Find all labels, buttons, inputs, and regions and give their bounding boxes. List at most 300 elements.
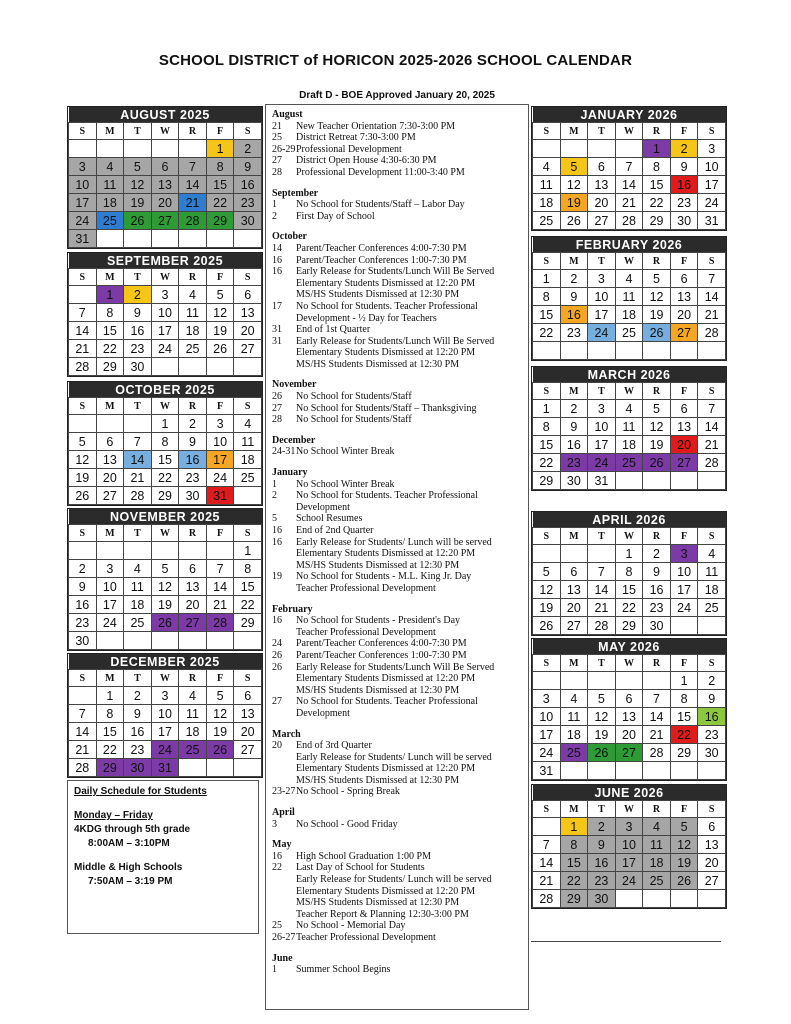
event-date: 1 [272, 478, 277, 490]
day-cell: 29 [151, 487, 179, 505]
empty-cell [151, 358, 179, 376]
weekday-header: S [69, 670, 97, 687]
weekday-header: W [151, 398, 179, 415]
event-date: 16 [272, 850, 282, 862]
event-text: Parent/Teacher Conferences 4:00-7:30 PM [296, 242, 467, 254]
event-month-heading: September [272, 187, 319, 199]
day-cell: 30 [69, 632, 97, 650]
empty-cell [643, 672, 671, 690]
event-text: No School for Students - President's Day Teacher Professional Development [296, 615, 461, 638]
day-cell: 28 [206, 614, 234, 632]
day-cell: 26 [560, 212, 588, 230]
day-cell: 18 [643, 854, 671, 872]
daily-schedule-box [67, 780, 259, 934]
day-cell: 24 [615, 872, 643, 890]
day-cell: 28 [615, 212, 643, 230]
day-cell: 24 [588, 454, 616, 472]
empty-cell [670, 472, 698, 490]
day-cell: 20 [234, 322, 262, 340]
day-cell: 14 [643, 708, 671, 726]
day-cell: 10 [588, 418, 616, 436]
day-cell: 14 [124, 451, 152, 469]
day-cell: 25 [96, 212, 124, 230]
day-cell: 21 [124, 469, 152, 487]
day-cell: 27 [560, 617, 588, 635]
event-month-heading: November [272, 379, 317, 391]
weekday-header: S [234, 525, 262, 542]
month-title: JUNE 2026 [533, 785, 726, 801]
day-cell: 5 [69, 433, 97, 451]
month-title: SEPTEMBER 2025 [69, 253, 262, 269]
day-cell: 15 [560, 854, 588, 872]
day-cell: 25 [179, 741, 207, 759]
event-month-heading: June [272, 952, 293, 964]
day-cell: 12 [69, 451, 97, 469]
day-cell: 5 [643, 270, 671, 288]
day-cell: 19 [588, 726, 616, 744]
day-cell: 12 [124, 176, 152, 194]
event-date: 16 [272, 254, 282, 266]
day-cell: 5 [588, 690, 616, 708]
day-cell: 30 [588, 890, 616, 908]
day-cell: 8 [643, 158, 671, 176]
day-cell: 2 [179, 415, 207, 433]
event-item [272, 301, 522, 324]
day-cell: 10 [615, 836, 643, 854]
day-cell: 10 [698, 158, 726, 176]
weekday-header: F [670, 123, 698, 140]
weekday-header: S [69, 123, 97, 140]
event-date: 2 [272, 210, 277, 222]
day-cell: 24 [206, 469, 234, 487]
day-cell: 1 [151, 415, 179, 433]
approval-subtitle: Draft D - BOE Approved January 20, 2025 [299, 90, 495, 101]
empty-cell [151, 632, 179, 650]
empty-cell [96, 632, 124, 650]
event-text: Teacher Professional Development [296, 932, 436, 943]
event-text: Summer School Begins [296, 964, 391, 976]
day-cell: 2 [643, 545, 671, 563]
weekday-header: F [206, 398, 234, 415]
event-item [272, 571, 522, 594]
month-title: FEBRUARY 2026 [533, 237, 726, 253]
event-date: 21 [272, 120, 282, 132]
day-cell: 20 [615, 726, 643, 744]
day-cell: 9 [698, 690, 726, 708]
weekday-header: W [151, 123, 179, 140]
weekday-header: W [615, 655, 643, 672]
month-title: OCTOBER 2025 [69, 382, 262, 398]
calendar-december-2025 [67, 653, 263, 778]
day-cell: 29 [560, 890, 588, 908]
event-text: End of 1st Quarter [296, 324, 371, 336]
day-cell: 6 [698, 818, 726, 836]
empty-cell [179, 542, 207, 560]
day-cell: 6 [234, 687, 262, 705]
day-cell: 2 [124, 687, 152, 705]
day-cell: 24 [69, 212, 97, 230]
month-title: MARCH 2026 [533, 367, 726, 383]
day-cell: 12 [643, 288, 671, 306]
day-cell: 8 [96, 705, 124, 723]
day-cell: 25 [643, 872, 671, 890]
day-cell: 23 [560, 454, 588, 472]
event-text: No School Winter Break [296, 478, 395, 490]
schedule-elem-label: 4KDG through 5th grade [74, 824, 191, 835]
day-cell: 3 [670, 545, 698, 563]
event-item [272, 851, 522, 863]
day-cell: 19 [69, 469, 97, 487]
empty-cell [69, 286, 97, 304]
day-cell: 19 [206, 322, 234, 340]
day-cell: 8 [206, 158, 234, 176]
day-cell: 24 [533, 744, 561, 762]
day-cell: 12 [151, 578, 179, 596]
day-cell: 19 [560, 194, 588, 212]
weekday-header: F [670, 528, 698, 545]
event-date: 28 [272, 166, 282, 178]
day-cell: 21 [698, 436, 726, 454]
weekday-header: S [69, 398, 97, 415]
empty-cell [179, 230, 207, 248]
weekday-header: T [588, 655, 616, 672]
empty-cell [151, 542, 179, 560]
day-cell: 24 [151, 741, 179, 759]
day-cell: 6 [588, 158, 616, 176]
day-cell: 25 [533, 212, 561, 230]
day-cell: 5 [206, 687, 234, 705]
day-cell: 18 [96, 194, 124, 212]
empty-cell [179, 632, 207, 650]
day-cell: 26 [588, 744, 616, 762]
day-cell: 16 [643, 581, 671, 599]
empty-cell [615, 472, 643, 490]
event-text: No School for Students. Teacher Professional Development - ½ Day for Teachers [296, 300, 478, 324]
day-cell: 31 [69, 230, 97, 248]
day-cell: 31 [588, 472, 616, 490]
weekday-header: R [179, 525, 207, 542]
day-cell: 24 [670, 599, 698, 617]
day-cell: 23 [588, 872, 616, 890]
empty-cell [124, 632, 152, 650]
empty-cell [615, 342, 643, 360]
event-text: School Resumes [296, 513, 363, 525]
day-cell: 9 [670, 158, 698, 176]
day-cell: 1 [643, 140, 671, 158]
weekday-header: W [151, 269, 179, 286]
day-cell: 25 [560, 744, 588, 762]
day-cell: 27 [234, 741, 262, 759]
day-cell: 23 [234, 194, 262, 212]
empty-cell [206, 358, 234, 376]
weekday-header: M [560, 383, 588, 400]
day-cell: 17 [670, 581, 698, 599]
empty-cell [179, 358, 207, 376]
event-text: No School for Students - M.L. King Jr. Day Teacher Professional Development [296, 571, 472, 594]
day-cell: 27 [588, 212, 616, 230]
day-cell: 23 [643, 599, 671, 617]
weekday-header: F [206, 269, 234, 286]
event-item [272, 121, 522, 133]
day-cell: 8 [234, 560, 262, 578]
day-cell: 25 [179, 340, 207, 358]
weekday-header: S [533, 655, 561, 672]
day-cell: 12 [533, 581, 561, 599]
day-cell: 22 [96, 741, 124, 759]
empty-cell [588, 762, 616, 780]
day-cell: 21 [206, 596, 234, 614]
day-cell: 28 [69, 358, 97, 376]
weekday-header: T [588, 253, 616, 270]
day-cell: 2 [670, 140, 698, 158]
event-text: Early Release for Students/Lunch Will Be Served Elementary Students Dismissed at 12:20 PM MS/HS Students Dismissed at 12:30 PM [296, 266, 495, 301]
day-cell: 30 [560, 472, 588, 490]
empty-cell [643, 472, 671, 490]
day-cell: 9 [124, 705, 152, 723]
day-cell: 5 [151, 560, 179, 578]
day-cell: 16 [588, 854, 616, 872]
day-cell: 26 [643, 454, 671, 472]
empty-cell [698, 762, 726, 780]
day-cell: 21 [698, 306, 726, 324]
day-cell: 12 [643, 418, 671, 436]
weekday-header: S [698, 383, 726, 400]
event-text: Parent/Teacher Conferences 1:00-7:30 PM [296, 254, 467, 266]
day-cell: 8 [533, 288, 561, 306]
weekday-header: S [533, 253, 561, 270]
day-cell: 26 [643, 324, 671, 342]
day-cell: 12 [560, 176, 588, 194]
day-cell: 31 [698, 212, 726, 230]
event-item [272, 167, 522, 179]
event-text: No School for Students/Staff – Thanksgiving [296, 402, 477, 414]
day-cell: 10 [588, 288, 616, 306]
day-cell: 11 [533, 176, 561, 194]
event-date: 16 [272, 266, 282, 278]
day-cell: 23 [69, 614, 97, 632]
day-cell: 23 [698, 726, 726, 744]
day-cell: 21 [643, 726, 671, 744]
day-cell: 29 [96, 759, 124, 777]
day-cell: 9 [643, 563, 671, 581]
month-title: DECEMBER 2025 [69, 654, 262, 670]
month-title: MAY 2026 [533, 639, 726, 655]
day-cell: 14 [533, 854, 561, 872]
day-cell: 4 [179, 286, 207, 304]
day-cell: 7 [588, 563, 616, 581]
weekday-header: S [234, 123, 262, 140]
empty-cell [670, 342, 698, 360]
day-cell: 21 [69, 340, 97, 358]
day-cell: 24 [698, 194, 726, 212]
day-cell: 19 [670, 854, 698, 872]
empty-cell [588, 672, 616, 690]
calendar-october-2025 [67, 381, 263, 506]
day-cell: 21 [615, 194, 643, 212]
event-item [272, 920, 522, 932]
weekday-header: S [234, 269, 262, 286]
event-month-heading: May [272, 839, 292, 851]
day-cell: 10 [533, 708, 561, 726]
event-item [272, 525, 522, 537]
day-cell: 20 [179, 596, 207, 614]
day-cell: 4 [698, 545, 726, 563]
day-cell: 13 [560, 581, 588, 599]
day-cell: 29 [206, 212, 234, 230]
day-cell: 5 [670, 818, 698, 836]
event-date: 22 [272, 862, 282, 874]
day-cell: 18 [615, 436, 643, 454]
event-date: 26 [272, 661, 282, 673]
event-text: No School for Students/Staff [296, 414, 412, 426]
empty-cell [124, 140, 152, 158]
day-cell: 10 [69, 176, 97, 194]
empty-cell [533, 140, 561, 158]
weekday-header: M [560, 253, 588, 270]
day-cell: 26 [151, 614, 179, 632]
day-cell: 28 [179, 212, 207, 230]
empty-cell [69, 140, 97, 158]
day-cell: 3 [96, 560, 124, 578]
weekday-header: R [643, 528, 671, 545]
empty-cell [615, 762, 643, 780]
event-date: 23-27 [272, 786, 296, 798]
weekday-header: R [179, 670, 207, 687]
weekday-header: S [533, 528, 561, 545]
day-cell: 28 [124, 487, 152, 505]
day-cell: 20 [698, 854, 726, 872]
event-date: 26-29 [272, 143, 296, 155]
weekday-header: R [643, 383, 671, 400]
day-cell: 9 [560, 418, 588, 436]
event-item [272, 132, 522, 144]
day-cell: 1 [206, 140, 234, 158]
event-date: 20 [272, 740, 282, 752]
event-text: Last Day of School for Students Early Release for Students/ Lunch will be served Elementary Students Dismissed at 12:20 PM MS/HS Students Dismissed at 12:30 PM Teacher Report & Planning 12:30-3:00 PM [296, 862, 492, 920]
empty-cell [533, 545, 561, 563]
event-date: 16 [272, 615, 282, 627]
day-cell: 8 [615, 563, 643, 581]
event-date: 31 [272, 335, 282, 347]
day-cell: 17 [206, 451, 234, 469]
day-cell: 7 [206, 560, 234, 578]
day-cell: 16 [124, 322, 152, 340]
empty-cell [151, 230, 179, 248]
day-cell: 14 [698, 288, 726, 306]
weekday-header: F [670, 383, 698, 400]
day-cell: 15 [151, 451, 179, 469]
day-cell: 6 [670, 270, 698, 288]
schedule-elem-time: 8:00AM – 3:10PM [88, 838, 170, 849]
day-cell: 19 [151, 596, 179, 614]
day-cell: 18 [234, 451, 262, 469]
day-cell: 25 [698, 599, 726, 617]
event-item [272, 324, 522, 336]
event-date: 17 [272, 300, 282, 312]
event-item [272, 696, 522, 719]
day-cell: 15 [615, 581, 643, 599]
month-title: AUGUST 2025 [69, 107, 262, 123]
empty-cell [206, 632, 234, 650]
event-date: 25 [272, 920, 282, 932]
event-date: 16 [272, 536, 282, 548]
empty-cell [124, 415, 152, 433]
day-cell: 15 [96, 322, 124, 340]
weekday-header: S [533, 383, 561, 400]
day-cell: 9 [124, 304, 152, 322]
event-item [272, 211, 522, 223]
empty-cell [533, 342, 561, 360]
day-cell: 17 [533, 726, 561, 744]
day-cell: 27 [151, 212, 179, 230]
empty-cell [96, 140, 124, 158]
event-item [272, 662, 522, 697]
day-cell: 11 [179, 304, 207, 322]
day-cell: 20 [670, 436, 698, 454]
calendar-march-2026 [531, 366, 727, 491]
day-cell: 1 [670, 672, 698, 690]
day-cell: 27 [96, 487, 124, 505]
day-cell: 18 [615, 306, 643, 324]
weekday-header: M [96, 123, 124, 140]
empty-cell [179, 759, 207, 777]
weekday-header: S [533, 801, 561, 818]
day-cell: 8 [560, 836, 588, 854]
day-cell: 15 [533, 306, 561, 324]
day-cell: 2 [560, 400, 588, 418]
event-date: 16 [272, 525, 282, 536]
event-text: High School Graduation 1:00 PM [296, 850, 431, 862]
day-cell: 19 [643, 436, 671, 454]
day-cell: 3 [69, 158, 97, 176]
day-cell: 28 [698, 454, 726, 472]
day-cell: 27 [179, 614, 207, 632]
day-cell: 31 [151, 759, 179, 777]
event-item [272, 490, 522, 513]
weekday-header: R [643, 801, 671, 818]
day-cell: 12 [588, 708, 616, 726]
weekday-header: W [615, 123, 643, 140]
day-cell: 3 [615, 818, 643, 836]
day-cell: 19 [643, 306, 671, 324]
weekday-header: M [560, 123, 588, 140]
day-cell: 2 [69, 560, 97, 578]
event-item [272, 199, 522, 211]
event-date: 28 [272, 414, 282, 426]
day-cell: 26 [69, 487, 97, 505]
day-cell: 3 [151, 286, 179, 304]
empty-cell [560, 672, 588, 690]
weekday-header: R [179, 398, 207, 415]
event-item [272, 446, 522, 458]
weekday-header: M [560, 801, 588, 818]
day-cell: 26 [533, 617, 561, 635]
day-cell: 27 [615, 744, 643, 762]
day-cell: 15 [643, 176, 671, 194]
event-date: 27 [272, 696, 282, 708]
day-cell: 11 [615, 418, 643, 436]
day-cell: 24 [588, 324, 616, 342]
event-text: No School - Good Friday [296, 818, 398, 830]
day-cell: 22 [615, 599, 643, 617]
day-cell: 29 [643, 212, 671, 230]
day-cell: 10 [151, 705, 179, 723]
day-cell: 19 [206, 723, 234, 741]
empty-cell [69, 687, 97, 705]
day-cell: 14 [588, 581, 616, 599]
event-date: 27 [272, 402, 282, 414]
day-cell: 15 [670, 708, 698, 726]
